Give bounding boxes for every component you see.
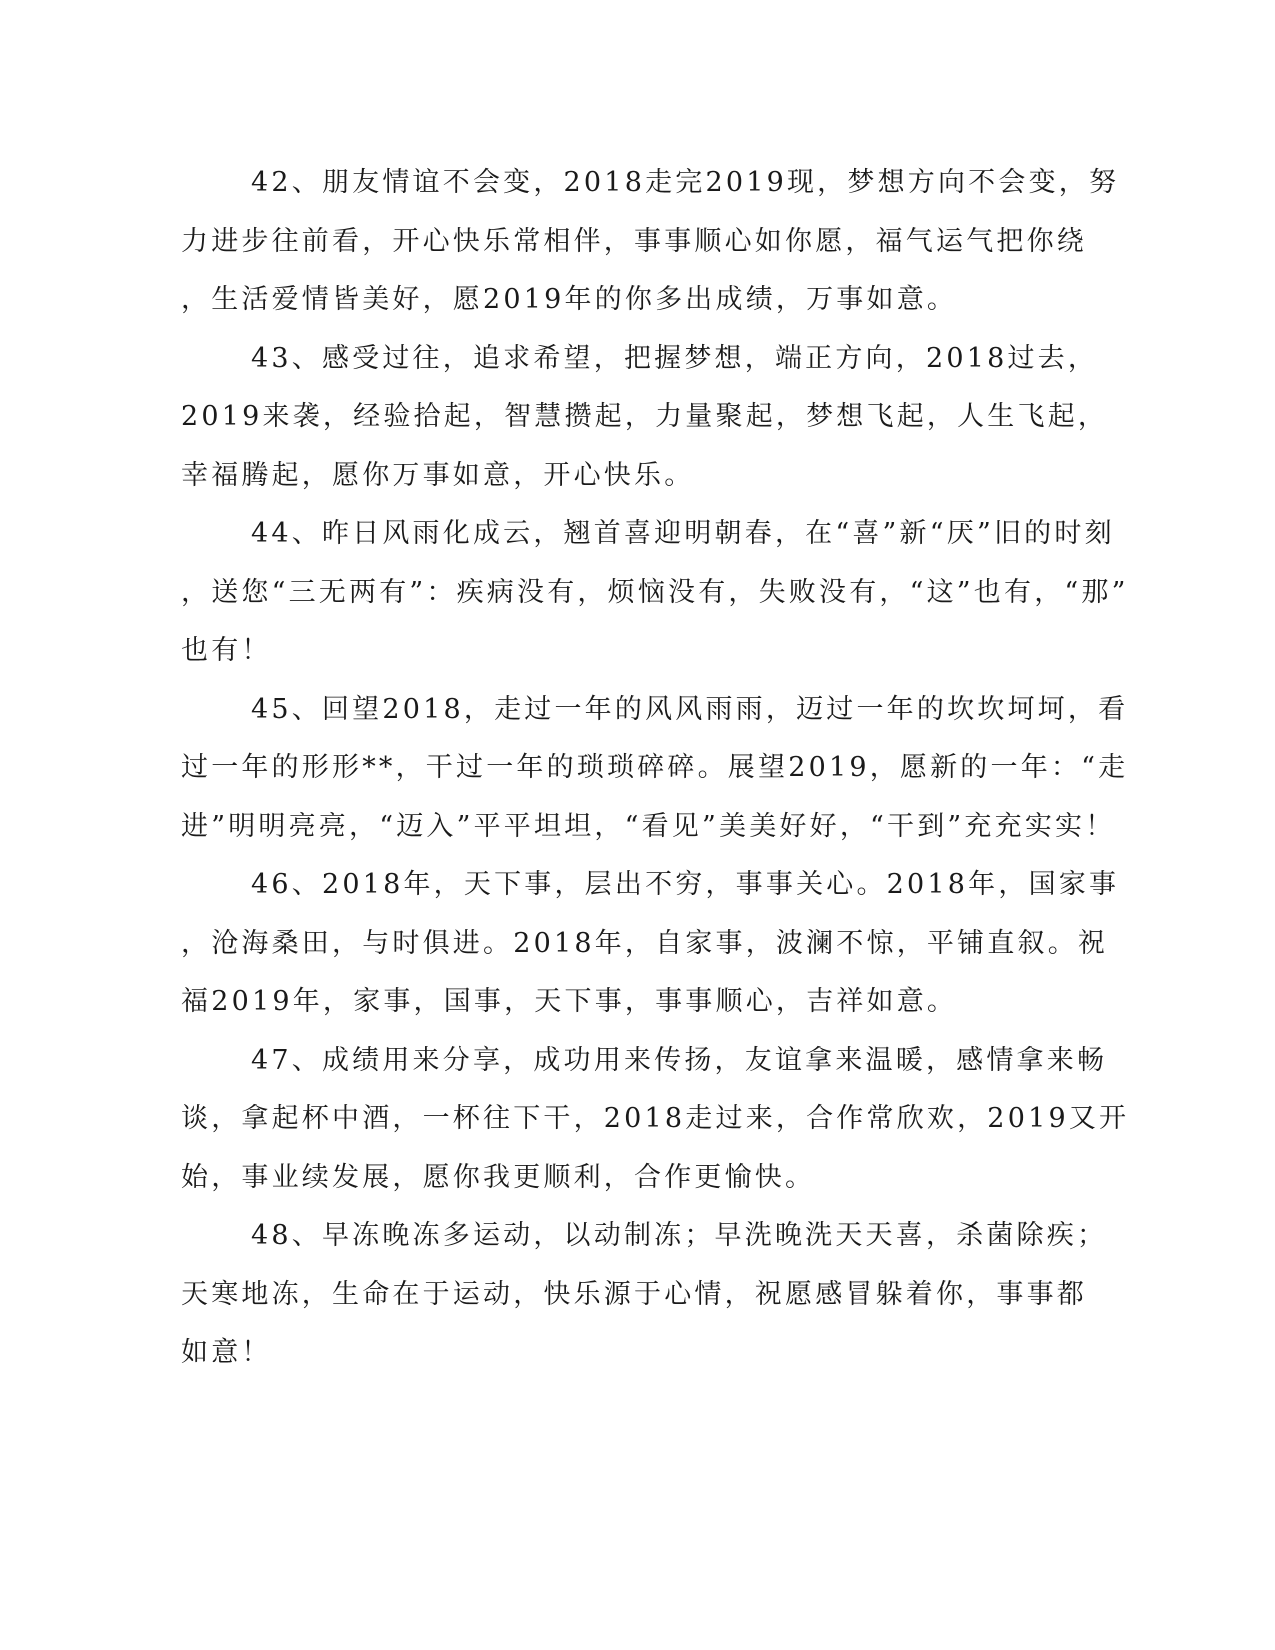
paragraph-42-line: ，生活爱情皆美好，愿2019年的你多出成绩，万事如意。 — [181, 284, 958, 315]
paragraph-45-line: 进”明明亮亮，“迈入”平平坦坦，“看见”美美好好，“干到”充充实实！ — [181, 810, 1116, 842]
paragraph-46-line: ，沧海桑田，与时俱进。2018年，自家事，波澜不惊，平铺直叙。祝 — [181, 927, 1109, 959]
paragraph-47-line: 谈，拿起杯中酒，一杯往下干，2018走过来，合作常欣欢，2019又开 — [181, 1103, 1130, 1134]
paragraph-42-line: 42、朋友情谊不会变，2018走完2019现，梦想方向不会变，努 — [251, 167, 1120, 198]
paragraph-44-line: 也有！ — [181, 635, 272, 666]
paragraph-45-line: 45、回望2018，走过一年的风风雨雨，迈过一年的坎坎坷坷，看 — [251, 693, 1129, 725]
paragraph-48-line: 天寒地冻，生命在于运动，快乐源于心情，祝愿感冒躲着你，事事都 — [181, 1278, 1087, 1310]
paragraph-48-line: 如意！ — [181, 1337, 272, 1368]
paragraph-43-line: 2019来袭，经验拾起，智慧攒起，力量聚起，梦想飞起，人生飞起， — [181, 401, 1109, 432]
paragraph-47-line: 始，事业续发展，愿你我更顺利，合作更愉快。 — [181, 1161, 816, 1193]
paragraph-43-line: 幸福腾起，愿你万事如意，开心快乐。 — [181, 459, 695, 491]
document-body — [181, 154, 1130, 1383]
paragraph-46-line: 46、2018年，天下事，层出不穷，事事关心。2018年，国家事 — [251, 869, 1120, 900]
paragraph-43-line: 43、感受过往，追求希望，把握梦想，端正方向，2018过去， — [251, 342, 1099, 374]
paragraph-47-line: 47、成绩用来分享，成功用来传扬，友谊拿来温暖，感情拿来畅 — [251, 1044, 1108, 1076]
paragraph-44-line: 44、昨日风雨化成云，翘首喜迎明朝春，在“喜”新“厌”旧的时刻 — [251, 518, 1115, 549]
paragraph-48-line: 48、早冻晚冻多运动，以动制冻；早洗晚洗天天喜，杀菌除疾； — [251, 1220, 1108, 1251]
paragraph-46-line: 福2019年，家事，国事，天下事，事事顺心，吉祥如意。 — [181, 986, 958, 1017]
paragraph-42-line: 力进步往前看，开心快乐常相伴，事事顺心如你愿，福气运气把你绕 — [181, 225, 1087, 257]
paragraph-44-line: ，送您“三无两有”：疾病没有，烦恼没有，失败没有，“这”也有，“那” — [181, 576, 1129, 608]
paragraph-45-line: 过一年的形形**，干过一年的琐琐碎碎。展望2019，愿新的一年：“走 — [181, 752, 1129, 783]
